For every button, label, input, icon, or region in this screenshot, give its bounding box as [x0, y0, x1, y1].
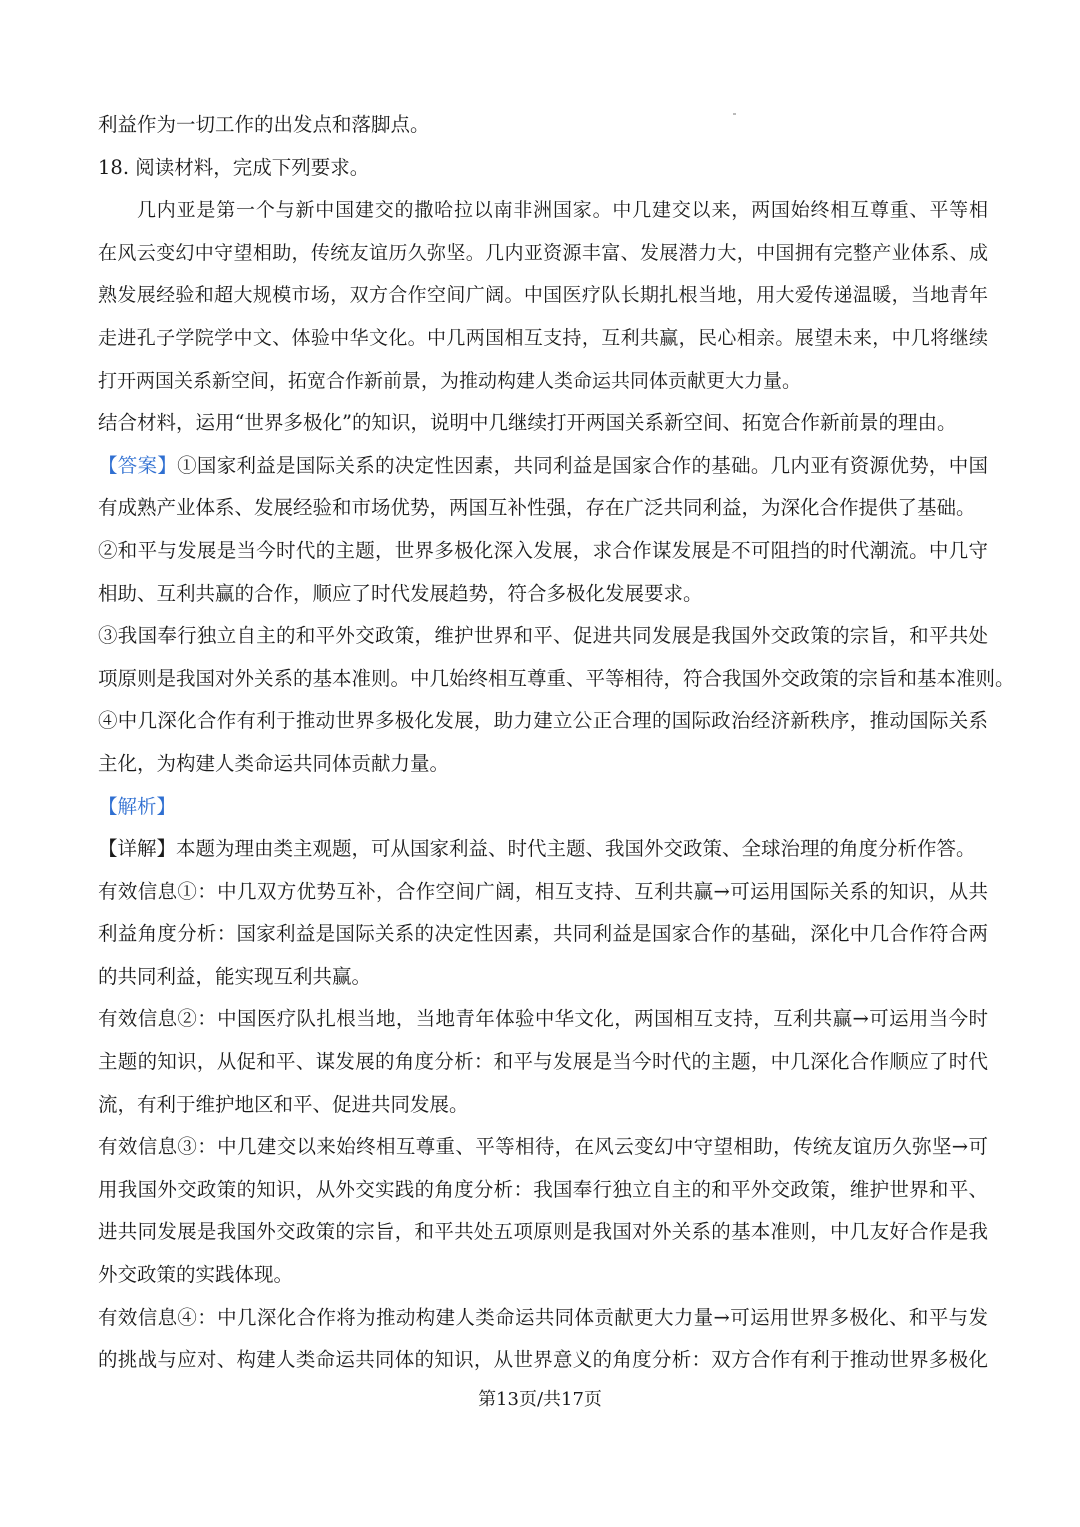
analysis-line: 有效信息④：中几深化合作将为推动构建人类命运共同体贡献更大力量→可运用世界多极化、和平与发 [98, 1305, 988, 1329]
analysis-line: 的挑战与应对、构建人类命运共同体的知识，从世界意义的角度分析：双方合作有利于推动世界多极化 [98, 1348, 988, 1372]
material-line: 走进孔子学院学中文、体验中华文化。中几两国相互支持，互利共赢，民心相亲。展望未来，中几将继续 [98, 326, 988, 349]
answer-text: ①国家利益是国际关系的决定性因素，共同利益是国家合作的基础。几内亚有资源优势，中国 [177, 453, 988, 477]
material-line: 熟发展经验和超大规模市场，双方合作空间广阔。中国医疗队长期扎根当地，用大爱传递温暖，当地青年 [98, 284, 988, 307]
answer-line: ②和平与发展是当今时代的主题，世界多极化深入发展，求合作谋发展是不可阻挡的时代潮流。中几守 [98, 538, 988, 562]
material-line: 几内亚是第一个与新中国建交的撒哈拉以南非洲国家。中几建交以来，两国始终相互尊重、平等相 [137, 199, 988, 222]
answer-line: 相助、互利共赢的合作，顺应了时代发展趋势，符合多极化发展要求。 [98, 581, 703, 605]
material-line: 打开两国关系新空间，拓宽合作新前景，为推动构建人类命运共同体贡献更大力量。 [98, 369, 802, 392]
answer-line: 有成熟产业体系、发展经验和市场优势，两国互补性强，存在广泛共同利益，为深化合作提供了基础。 [98, 496, 976, 520]
analysis-line: 用我国外交政策的知识，从外交实践的角度分析：我国奉行独立自主的和平外交政策，维护世界和平、 [98, 1177, 988, 1201]
analysis-line: 外交政策的实践体现。 [98, 1263, 294, 1287]
question-prompt: 结合材料，运用“世界多极化”的知识，说明中几继续打开两国关系新空间、拓宽合作新前景的理由。 [98, 411, 957, 435]
analysis-line: 利益角度分析：国家利益是国际关系的决定性因素，共同利益是国家合作的基础，深化中几合作符合两 [98, 922, 988, 946]
page-number-footer: 第13页/共17页 [478, 1389, 602, 1410]
analysis-line: 流，有利于维护地区和平、促进共同发展。 [98, 1092, 469, 1116]
page-body [98, 104, 1015, 1382]
analysis-line: 有效信息①：中几双方优势互补，合作空间广阔，相互支持、互利共赢→可运用国际关系的知识，从共 [98, 879, 988, 903]
material-line: 在风云变幻中守望相助，传统友谊历久弥坚。几内亚资源丰富、发展潜力大，中国拥有完整产业体系、成 [98, 241, 988, 264]
answer-line: ③我国奉行独立自主的和平外交政策，维护世界和平、促进共同发展是我国外交政策的宗旨，和平共处 [98, 624, 988, 648]
question-heading: 18. 阅读材料，完成下列要求。 [98, 155, 370, 179]
analysis-line: 主题的知识，从促和平、谋发展的角度分析：和平与发展是当今时代的主题，中几深化合作顺应了时代 [98, 1050, 988, 1074]
answer-line: 主化，为构建人类命运共同体贡献力量。 [98, 751, 450, 775]
answer-line: 项原则是我国对外关系的基本准则。中几始终相互尊重、平等相待，符合我国外交政策的宗旨和基本准则。 [98, 666, 1015, 690]
text-line: 利益作为一切工作的出发点和落脚点。 [98, 113, 430, 136]
analysis-line: 有效信息②：中国医疗队扎根当地，当地青年体验中华文化，两国相互支持，互利共赢→可运用当今时 [98, 1007, 988, 1031]
analysis-line: 有效信息③：中几建交以来始终相互尊重、平等相待，在风云变幻中守望相助，传统友谊历久弥坚→可 [98, 1135, 988, 1159]
answer-line [98, 445, 988, 488]
answer-line: ④中几深化合作有利于推动世界多极化发展，助力建立公正合理的国际政治经济新秩序，推动国际关系 [98, 709, 988, 733]
answer-tag: 【答案】 [98, 453, 178, 477]
analysis-line: 【详解】本题为理由类主观题，可从国家利益、时代主题、我国外交政策、全球治理的角度分析作答。 [98, 837, 976, 861]
analysis-heading: 【解析】 [98, 794, 177, 818]
analysis-line: 的共同利益，能实现互利共赢。 [98, 964, 372, 988]
analysis-line: 进共同发展是我国外交政策的宗旨，和平共处五项原则是我国对外关系的基本准则，中几友好合作是我 [98, 1220, 988, 1244]
